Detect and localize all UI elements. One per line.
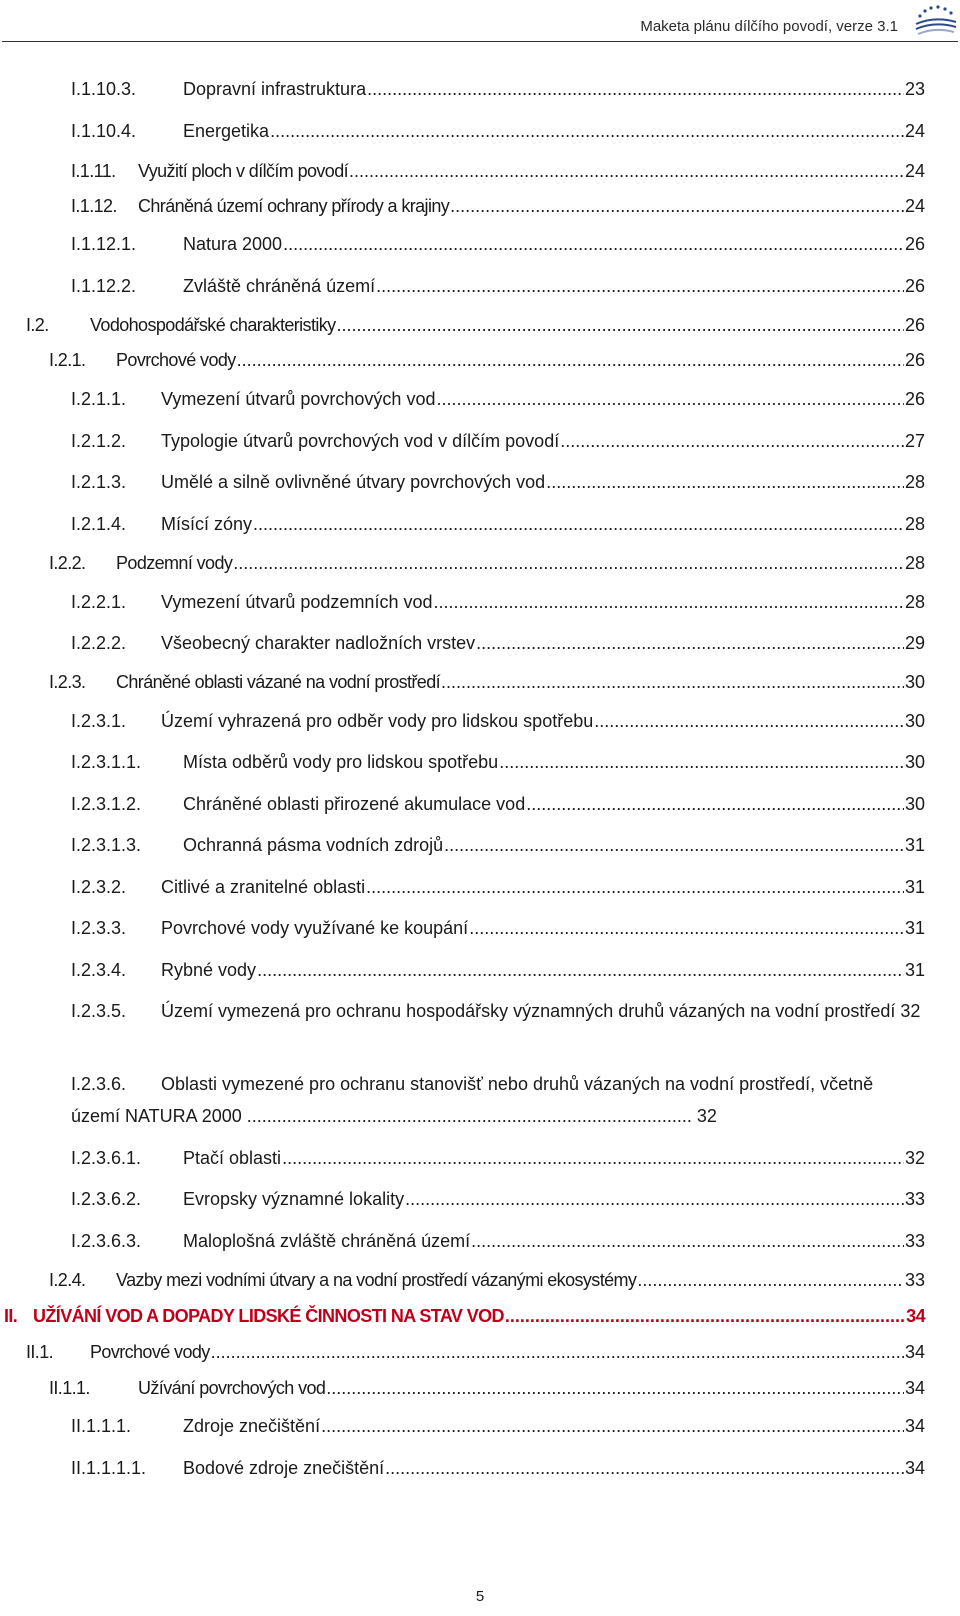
toc-entry[interactable] [71,160,925,182]
toc-entry-title: Oblasti vymezené pro ochranu stanovišť nebo druhů vázaných na vodní prostředí, včetně území NATURA 2000 [71,1074,874,1126]
toc-leader [560,430,904,452]
toc-entry[interactable] [71,430,925,452]
toc-entry[interactable] [71,751,925,773]
toc-entry-page: 31 [904,835,925,855]
toc-entry-title: Umělé a silně ovlivněné útvary povrchových vod [161,472,546,492]
toc-entry[interactable] [71,471,925,493]
toc-entry-number: I.2.3.6.2. [71,1189,142,1209]
toc-entry[interactable] [71,388,925,410]
toc-entry-title: Místa odběrů vody pro lidskou spotřebu [183,752,499,772]
toc-entry-page: 26 [904,234,925,254]
toc-entry[interactable] [71,632,925,654]
toc-entry-title: Chráněná území ochrany přírody a krajiny [138,196,450,216]
toc-leader [253,513,904,535]
toc-chapter-entry[interactable] [4,1305,925,1327]
toc-entry[interactable] [71,275,925,297]
toc-entry-wrapped[interactable]: I.2.3.6. Oblasti vymezené pro ochranu stanovišť nebo druhů vázaných na vodní prostředí, včetně území NATURA 2000 ......................................................................................... 32 [71,1068,925,1132]
page-number: 5 [475,1588,485,1605]
toc-entry[interactable] [71,1230,925,1252]
toc-entry-number: I.2.3.2. [71,877,127,897]
toc-entry-title: Zdroje znečištění [183,1416,321,1436]
toc-entry-number: II.1.1. [49,1378,90,1398]
toc-entry-number: I.2.4. [49,1270,86,1290]
toc-entry-page: 28 [904,514,925,534]
toc-entry-title: Ptačí oblasti [183,1148,282,1168]
toc-leader [436,388,904,410]
toc-leader [450,195,904,217]
toc-entry-title: Natura 2000 [183,234,283,254]
toc-entry[interactable] [71,1147,925,1169]
toc-entry-title: Ochranná pásma vodních zdrojů [183,835,444,855]
toc-entry[interactable] [71,120,925,142]
toc-entry-number: I.2.3.5. [71,1001,127,1021]
toc-leader [444,834,904,856]
toc-entry-title: Maloplošná zvláště chráněná území [183,1231,471,1251]
toc-entry-title: Rybné vody [161,960,257,980]
toc-entry-number: I.2.1. [49,350,86,370]
toc-entry-page: 26 [904,350,925,370]
toc-leader [476,632,904,654]
toc-entry-number: I.1.12.2. [71,276,137,296]
toc-entry[interactable] [49,1269,925,1291]
toc-leader [376,275,904,297]
toc-entry-page: 30 [904,711,925,731]
toc-leader [637,1269,904,1291]
toc-entry-page: 24 [904,196,925,216]
toc-leader [471,1230,904,1252]
toc-leader [499,751,904,773]
toc-entry-title: Území vyhrazená pro odběr vody pro lidskou spotřebu [161,711,594,731]
toc-leader [233,552,904,574]
toc-entry-title: Všeobecný charakter nadložních vrstev [161,633,476,653]
toc-entry-number: I.2.3. [49,672,86,692]
toc-entry-page: 30 [904,672,925,692]
toc-leader [405,1188,904,1210]
toc-entry-title: Vodohospodářské charakteristiky [90,315,336,335]
toc-entry-number: I.2.2. [49,553,86,573]
toc-entry-title: Zvláště chráněná území [183,276,376,296]
toc-entry[interactable] [49,671,925,693]
toc-entry-number: I.2.2.1. [71,592,127,612]
toc-entry-title: Citlivé a zranitelné oblasti [161,877,366,897]
toc-entry-page: 32 [904,1148,925,1168]
toc-entry-title: Vymezení útvarů povrchových vod [161,389,436,409]
toc-entry-page: 28 [904,592,925,612]
toc-entry[interactable] [71,876,925,898]
toc-entry-page: 28 [904,472,925,492]
toc-entry[interactable] [71,710,925,732]
toc-leader [469,917,904,939]
toc-entry-title: Povrchové vody využívané ke koupání [161,918,469,938]
toc-entry[interactable] [71,793,925,815]
toc-entry-number: I.2.3.4. [71,960,127,980]
toc-entry-title: Území vymezená pro ochranu hospodářsky významných druhů vázaných na vodní prostředí 32 [161,1001,921,1021]
toc-entry[interactable] [71,1188,925,1210]
toc-leader [337,314,904,336]
toc-entry-title: Dopravní infrastruktura [183,79,367,99]
toc-entry-title: Podzemní vody [116,553,233,573]
toc-entry-number: I.2.3.6.3. [71,1231,142,1251]
toc-entry-title: Vazby mezi vodními útvary a na vodní prostředí vázanými ekosystémy [116,1270,637,1290]
toc-entry[interactable] [26,314,925,336]
toc-entry-title: Vymezení útvarů podzemních vod [161,592,433,612]
toc-entry-title: Chráněné oblasti vázané na vodní prostředí [116,672,441,692]
toc-entry-page: 23 [904,79,925,99]
toc-entry-page: 33 [904,1231,925,1251]
toc-entry[interactable] [49,1377,925,1399]
toc-entry-number: I.2.1.3. [71,472,127,492]
toc-entry-page: 31 [904,918,925,938]
toc-entry-page: 30 [904,752,925,772]
toc-leader [526,793,904,815]
toc-leader [441,671,904,693]
toc-entry-number: I.1.12.1. [71,234,137,254]
toc-entry-number: I.2.3.1.1. [71,752,142,772]
toc-leader [367,78,904,100]
toc-entry-number: I.2. [26,315,49,335]
toc-entry-number: I.2.3.1.2. [71,794,142,814]
toc-entry[interactable] [26,1341,925,1363]
toc-entry-title: Chráněné oblasti přirozené akumulace vod [183,794,526,814]
toc-entry-title: Typologie útvarů povrchových vod v dílčím povodí [161,431,560,451]
toc-leader [349,160,904,182]
toc-entry-number: I.2.1.2. [71,431,127,451]
toc-entry-page: 24 [904,121,925,141]
toc-entry-page: 33 [904,1189,925,1209]
toc-entry-page: 26 [904,276,925,296]
toc-entry-page: 34 [906,1306,925,1326]
toc-entry[interactable] [71,834,925,856]
toc-entry[interactable] [49,349,925,371]
toc-leader [321,1415,904,1437]
toc-entry[interactable] [71,78,925,100]
toc-entry-number: I.2.3.3. [71,918,127,938]
toc-entry-page: 33 [904,1270,925,1290]
toc-leader [211,1341,904,1363]
toc-entry-page: 31 [904,960,925,980]
toc-entry-title: Energetika [183,121,270,141]
toc-entry[interactable] [71,195,925,217]
toc-entry[interactable] [71,233,925,255]
toc-entry-page: 24 [904,161,925,181]
toc-entry-page: 26 [904,389,925,409]
toc-leader [326,1377,904,1399]
toc-entry-title: UŽÍVÁNÍ VOD A DOPADY LIDSKÉ ČINNOSTI NA STAV VOD [33,1306,504,1326]
toc-entry-number: I.2.2.2. [71,633,127,653]
toc-entry[interactable] [71,1415,925,1437]
toc-entry-number: I.2.1.1. [71,389,127,409]
toc-entry-number: I.2.3.6. [71,1074,127,1094]
toc-entry-number: I.2.3.6.1. [71,1148,142,1168]
header-title: Maketa plánu dílčího povodí, verze 3.1 [640,18,898,35]
toc-entry-page: 31 [904,877,925,897]
header-rule [2,41,958,42]
toc-leader [433,591,903,613]
toc-entry[interactable] [71,917,925,939]
toc-entry-page: 34 [904,1416,925,1436]
toc-leader [505,1305,905,1327]
toc-leader [257,959,904,981]
toc-entry-number: II. [4,1306,18,1326]
toc-entry-title: Bodové zdroje znečištění [183,1458,385,1478]
toc-entry-page: 27 [904,431,925,451]
toc-leader [385,1457,904,1479]
toc-entry-number: I.1.11. [71,161,116,181]
toc-entry-title: Evropsky významné lokality [183,1189,405,1209]
toc-leader [366,876,904,898]
toc-entry-number: I.2.3.1.3. [71,835,142,855]
toc-entry-number: I.2.3.1. [71,711,127,731]
toc-entry-number: II.1.1.1.1. [71,1458,147,1478]
toc-entry-title: Povrchové vody [90,1342,210,1362]
toc-entry-page: 29 [904,633,925,653]
toc-entry-number: I.1.10.3. [71,79,137,99]
toc-entry-title: Mísící zóny [161,514,253,534]
toc-entry-wrapped[interactable] [71,995,925,1027]
toc-entry-title: Užívání povrchových vod [138,1378,326,1398]
toc-entry-page: 34 [904,1378,925,1398]
toc-leader [270,120,904,142]
page-header [0,0,960,42]
toc-entry-number: II.1.1.1. [71,1416,132,1436]
toc-entry-page: 30 [904,794,925,814]
toc-entry-title: Využití ploch v dílčím povodí [138,161,349,181]
toc-leader [237,349,904,371]
toc-entry[interactable] [71,513,925,535]
toc-entry-page: 26 [904,315,925,335]
toc-leader [282,1147,904,1169]
toc-entry-page: 32 [696,1106,717,1126]
toc-entry-page: 28 [904,553,925,573]
toc-leader [594,710,904,732]
eu-stars-logo-icon [912,2,958,38]
toc-entry-number: I.1.12. [71,196,117,216]
toc-entry-page: 34 [904,1458,925,1478]
toc-entry[interactable] [71,591,925,613]
toc-entry-number: I.2.1.4. [71,514,127,534]
toc-leader [546,471,904,493]
toc-entry-page: 34 [904,1342,925,1362]
toc-entry-number: II.1. [26,1342,54,1362]
toc-entry[interactable] [71,959,925,981]
toc-entry-title: Povrchové vody [116,350,236,370]
toc-entry[interactable] [49,552,925,574]
toc-entry-number: I.1.10.4. [71,121,137,141]
toc-leader [283,233,904,255]
toc-entry[interactable] [71,1457,925,1479]
